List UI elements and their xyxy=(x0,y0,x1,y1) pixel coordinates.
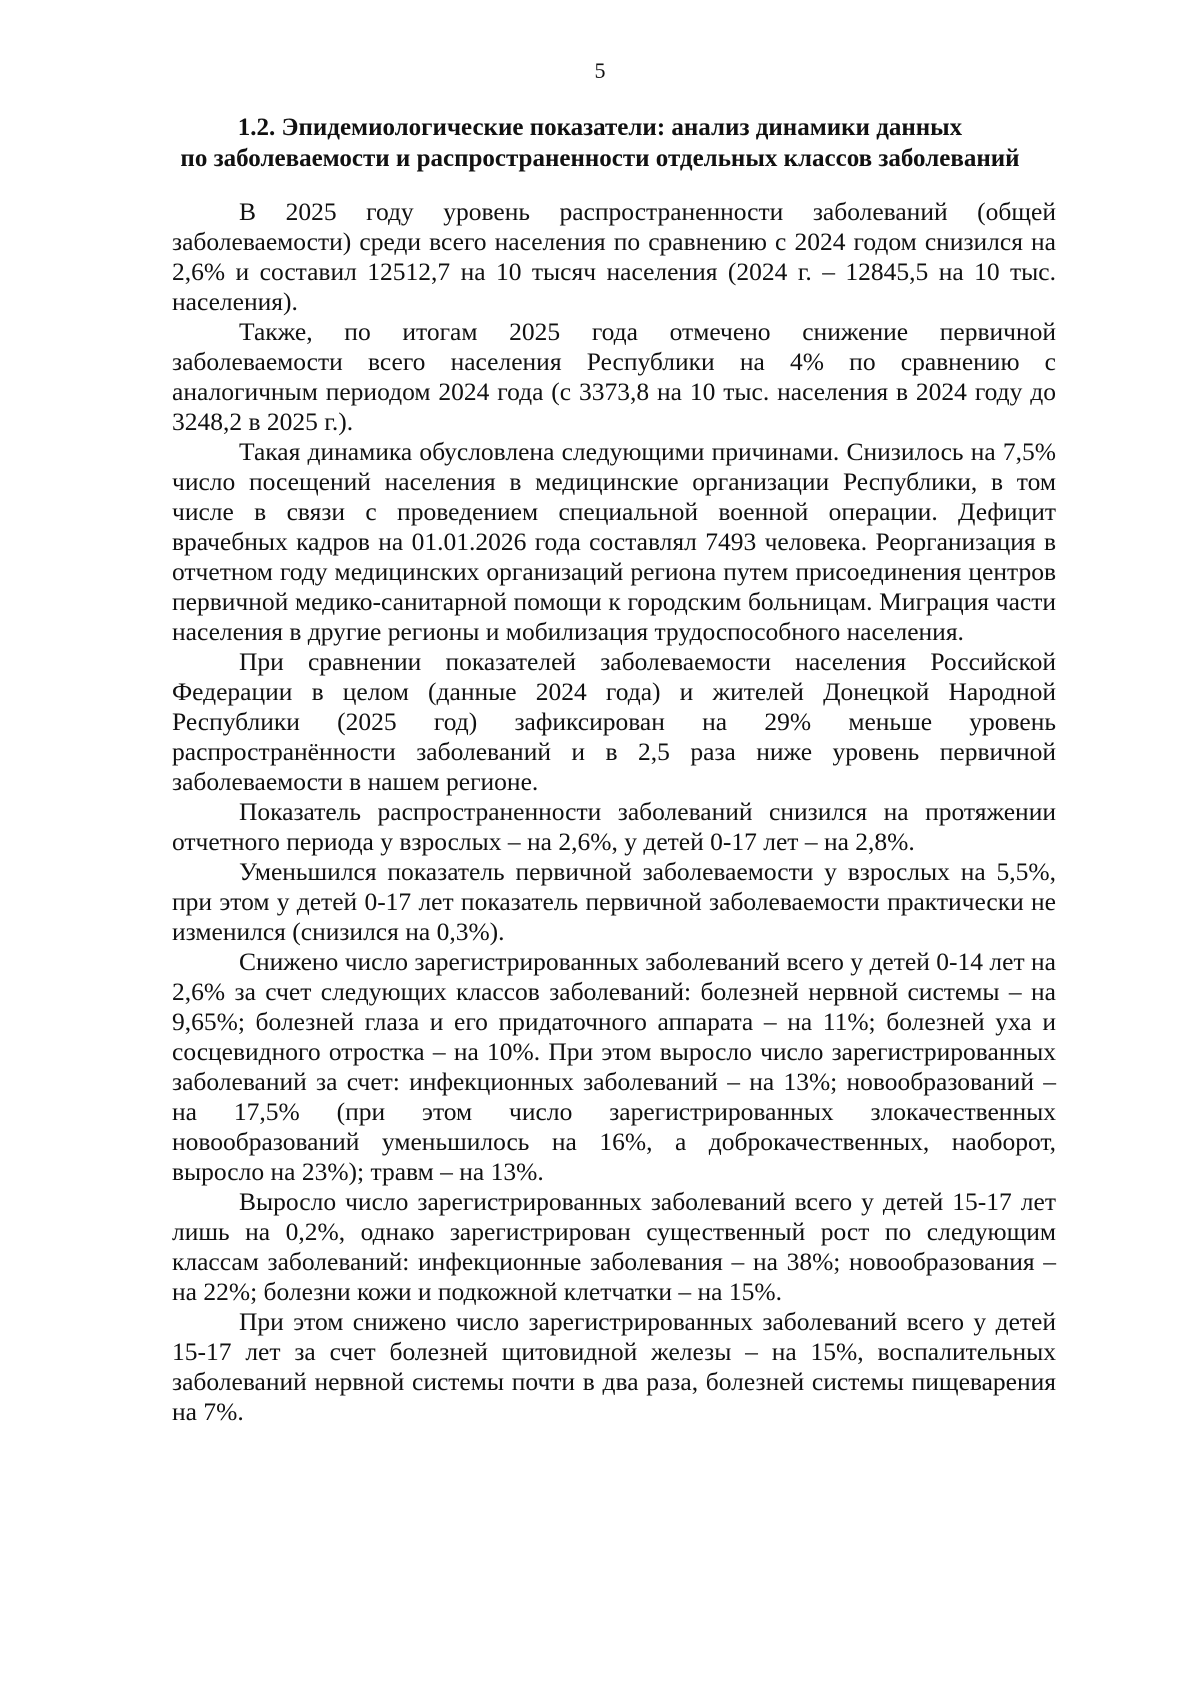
paragraph-3: Такая динамика обусловлена следующими причинами. Снизилось на 7,5% число посещений населения в медицинские организации Республики, в том числе в связи с проведением специальной военной операции. Дефицит врачебных кадров на 01.01.2026 года составлял 7493 человека. Реорганизация в отчетном году медицинских организаций региона путем присоединения центров первичной медико-санитарной помощи к городским больницам. Миграция части населения в другие регионы и мобилизация трудоспособного населения. xyxy=(172,437,1056,646)
body-text xyxy=(172,197,1056,1427)
paragraph-1: В 2025 году уровень распространенности заболеваний (общей заболеваемости) среди всего населения по сравнению с 2024 годом снизился на 2,6% и составил 12512,7 на 10 тысяч населения (2024 г. – 12845,5 на 10 тыс. населения). xyxy=(172,197,1056,316)
paragraph-2: Также, по итогам 2025 года отмечено снижение первичной заболеваемости всего населения Республики на 4% по сравнению с аналогичным периодом 2024 года (с 3373,8 на 10 тыс. населения в 2024 году до 3248,2 в 2025 г.). xyxy=(172,317,1056,436)
section-heading-line-1: 1.2. Эпидемиологические показатели: анализ динамики данных xyxy=(237,114,963,141)
paragraph-7: Снижено число зарегистрированных заболеваний всего у детей 0-14 лет на 2,6% за счет следующих классов заболеваний: болезней нервной системы – на 9,65%; болезней глаза и его придаточного аппарата – на 11%; болезней уха и сосцевидного отростка – на 10%. При этом выросло число зарегистрированных заболеваний за счет: инфекционных заболеваний – на 13%; новообразований – на 17,5% (при этом число зарегистрированных злокачественных новообразований уменьшилось на 16%, а доброкачественных, наоборот, выросло на 23%); травм – на 13%. xyxy=(172,947,1056,1186)
page-number: 5 xyxy=(594,58,606,83)
paragraph-9: При этом снижено число зарегистрированных заболеваний всего у детей 15-17 лет за счет болезней щитовидной железы – на 15%, воспалительных заболеваний нервной системы почти в два раза, болезней системы пищеварения на 7%. xyxy=(172,1307,1056,1426)
section-heading xyxy=(150,112,1050,174)
section-heading-line-2: по заболеваемости и распространенности отдельных классов заболеваний xyxy=(180,145,1020,172)
paragraph-4: При сравнении показателей заболеваемости населения Российской Федерации в целом (данные 2024 года) и жителей Донецкой Народной Республики (2025 год) зафиксирован на 29% меньше уровень распространённости заболеваний и в 2,5 раза ниже уровень первичной заболеваемости в нашем регионе. xyxy=(172,647,1056,796)
paragraph-8: Выросло число зарегистрированных заболеваний всего у детей 15-17 лет лишь на 0,2%, однако зарегистрирован существенный рост по следующим классам заболеваний: инфекционные заболевания – на 38%; новообразования – на 22%; болезни кожи и подкожной клетчатки – на 15%. xyxy=(172,1187,1056,1306)
paragraph-6: Уменьшился показатель первичной заболеваемости у взрослых на 5,5%, при этом у детей 0-17 лет показатель первичной заболеваемости практически не изменился (снизился на 0,3%). xyxy=(172,857,1056,946)
paragraph-5: Показатель распространенности заболеваний снизился на протяжении отчетного периода у взрослых – на 2,6%, у детей 0-17 лет – на 2,8%. xyxy=(172,797,1056,856)
